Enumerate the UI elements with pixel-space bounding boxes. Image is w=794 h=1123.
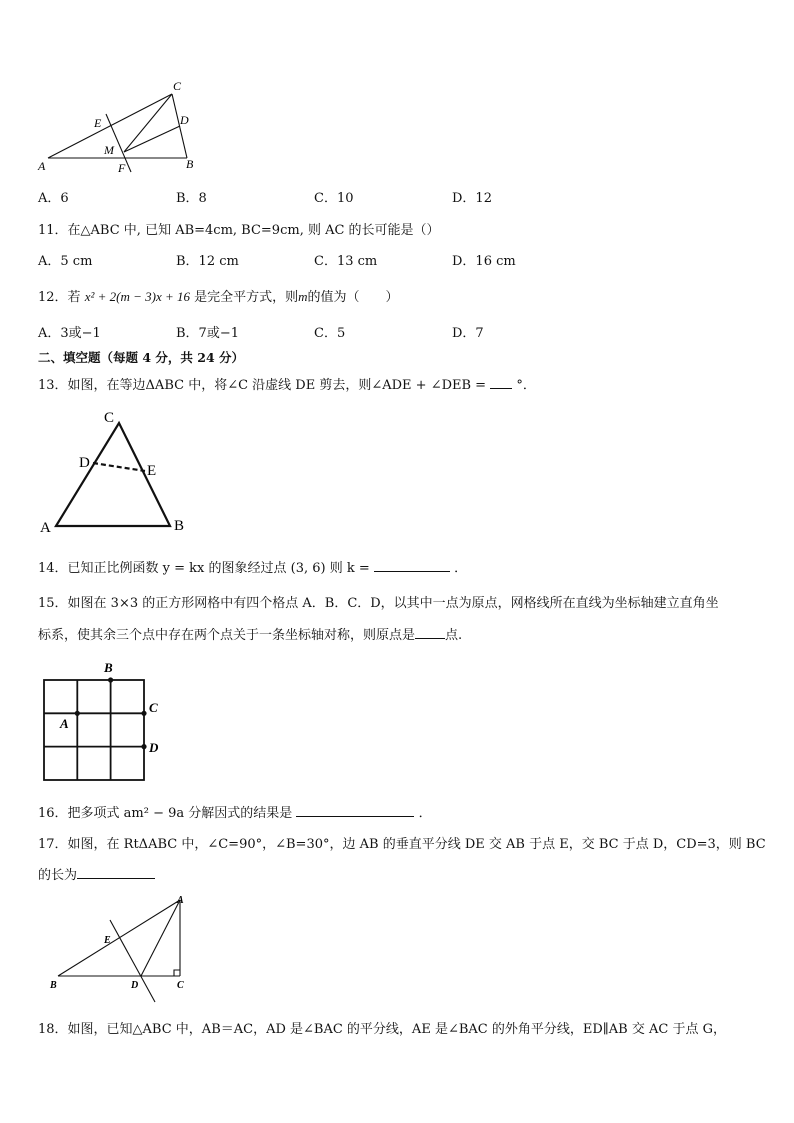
q16-answer-blank[interactable] bbox=[296, 804, 414, 817]
q13-stem bbox=[38, 374, 536, 393]
label-C: C bbox=[177, 980, 184, 991]
point-B bbox=[108, 677, 113, 682]
q10-option-b: B．8 bbox=[176, 191, 207, 206]
point-A bbox=[75, 711, 80, 716]
q15-text: 标系，使其余三个点中存在两个点关于一条坐标轴对称，则原点是 bbox=[38, 628, 416, 643]
q10-option-d: D．12 bbox=[452, 191, 492, 206]
q14-answer-blank[interactable] bbox=[374, 559, 450, 572]
segment-MC bbox=[124, 94, 172, 152]
q12-prefix: 12．若 bbox=[38, 290, 81, 305]
q11-option-b: B．12 cm bbox=[176, 254, 239, 269]
grid-border bbox=[44, 680, 144, 780]
q15-answer-blank[interactable] bbox=[415, 626, 445, 639]
segment-BA bbox=[58, 900, 180, 976]
q15-line2 bbox=[38, 624, 462, 643]
q13-degree: °． bbox=[516, 378, 536, 393]
q12-suffix: 是完全平方式，则 bbox=[194, 290, 299, 305]
label-A: A bbox=[177, 895, 184, 906]
section-heading-fill-in: 二、填空题（每题 4 分，共 24 分） bbox=[38, 350, 245, 365]
label-M: M bbox=[104, 143, 114, 157]
q17-line2 bbox=[38, 864, 155, 883]
q11-stem: 11．在△ABC 中, 已知 AB=4cm, BC=9cm, 则 AC 的长可能是（） bbox=[38, 223, 440, 238]
q14-stem bbox=[38, 557, 467, 576]
q12-option-a: A．3或−1 bbox=[38, 326, 101, 341]
label-E: E bbox=[94, 116, 102, 130]
point-C bbox=[141, 711, 146, 716]
q17-answer-blank[interactable] bbox=[77, 866, 155, 879]
label-B: B bbox=[186, 157, 194, 171]
q12-tail: 的值为（ ） bbox=[307, 290, 399, 305]
label-E: E bbox=[147, 463, 157, 479]
label-C: C bbox=[149, 700, 158, 715]
q12-var: m bbox=[298, 289, 308, 304]
label-F: F bbox=[118, 161, 126, 175]
dashed-cut-DE bbox=[93, 463, 145, 471]
q14-end: ． bbox=[454, 561, 468, 576]
point-D bbox=[141, 744, 146, 749]
label-B: B bbox=[104, 660, 113, 675]
label-D: D bbox=[79, 455, 90, 471]
label-D: D bbox=[131, 980, 139, 991]
q13-answer-blank[interactable] bbox=[490, 376, 512, 389]
q17-line1: 17．如图，在 RtΔABC 中，∠C=90°，∠B=30°，边 AB 的垂直平分线 DE 交 AB 于点 E，交 BC 于点 D，CD=3，则 BC bbox=[38, 837, 766, 852]
label-B: B bbox=[174, 518, 185, 534]
label-C: C bbox=[104, 410, 115, 426]
q10-option-c: C．10 bbox=[314, 191, 354, 206]
segment-DA bbox=[141, 900, 180, 976]
q16-end: ． bbox=[418, 806, 432, 821]
right-angle-mark bbox=[174, 970, 180, 976]
q18-line1: 18．如图，已知△ABC 中，AB＝AC，AD 是∠BAC 的平分线，AE 是∠BAC 的外角平分线，ED∥AB 交 AC 于点 G， bbox=[38, 1022, 726, 1037]
q12-option-b: B．7或−1 bbox=[176, 326, 239, 341]
label-A: A bbox=[40, 520, 51, 536]
q10-option-a: A．6 bbox=[38, 191, 69, 206]
q11-option-c: C．13 cm bbox=[314, 254, 378, 269]
q11-option-a: A．5 cm bbox=[38, 254, 93, 269]
label-A: A bbox=[60, 716, 69, 731]
q12-stem bbox=[38, 286, 399, 305]
q17-text: 的长为 bbox=[38, 868, 78, 883]
q12-option-d: D．7 bbox=[452, 326, 484, 341]
label-E: E bbox=[104, 935, 111, 946]
q13-text: 13．如图，在等边ΔABC 中，将∠C 沿虚线 DE 剪去，则∠ADE + ∠DEB = bbox=[38, 378, 487, 393]
label-B: B bbox=[50, 980, 57, 991]
figure-q10 bbox=[30, 78, 210, 178]
label-D: D bbox=[180, 113, 189, 127]
q16-text: 16．把多项式 am² − 9a 分解因式的结果是 bbox=[38, 806, 293, 821]
segment-MD bbox=[124, 126, 180, 152]
q12-formula: x² + 2(m − 3)x + 16 bbox=[84, 289, 190, 304]
q15-line1: 15．如图在 3×3 的正方形网格中有四个格点 A．B．C．D，以其中一点为原点，网格线所在直线为坐标轴建立直角坐 bbox=[38, 596, 719, 611]
label-D: D bbox=[149, 740, 159, 755]
q12-option-c: C．5 bbox=[314, 326, 346, 341]
figure-q17 bbox=[44, 890, 204, 1010]
q16-stem bbox=[38, 802, 432, 821]
q15-end: 点. bbox=[445, 628, 463, 643]
label-A: A bbox=[38, 159, 46, 173]
figure-q13 bbox=[34, 406, 204, 538]
q14-text: 14．已知正比例函数 y = kx 的图象经过点 (3, 6) 则 k = bbox=[38, 561, 370, 576]
label-C: C bbox=[173, 79, 182, 93]
figure-q15-grid bbox=[38, 658, 168, 786]
q11-option-d: D．16 cm bbox=[452, 254, 516, 269]
